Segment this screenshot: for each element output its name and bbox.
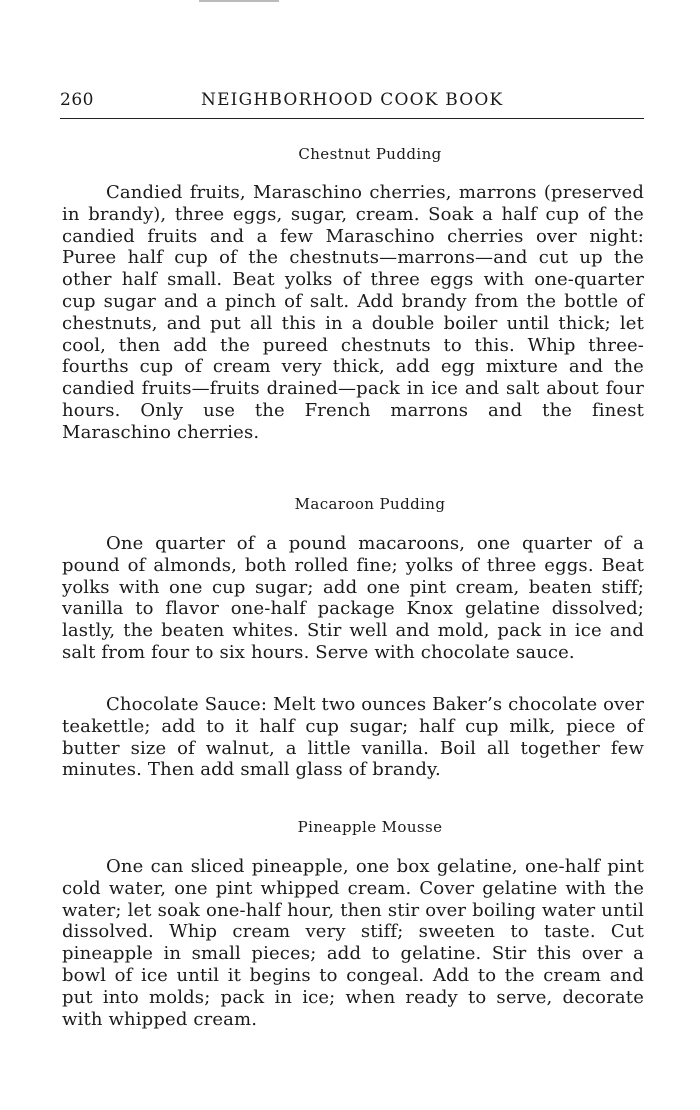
recipe-title: Chestnut Pudding [298, 145, 442, 163]
recipe-title: Pineapple Mousse [297, 818, 443, 836]
recipe-paragraph: Candied fruits, Maraschino cherries, marrons (preserved in brandy), three eggs, sugar, cream. Soak a half cup of the candied fruits and a few Maraschino cherries over night: Puree half cup of the chestnuts—marrons—and cut up the other half small. Beat yolks of three eggs with one-quarter cup sugar and a pinch of salt. Add brandy from the bottle of chestnuts, and put all this in a double boiler until thick; let cool, then add the pureed chestnuts to this. Whip three-fourths cup of cream very thick, add egg mixture and the candied fruits—fruits drained—pack in ice and salt about four hours. Only use the French marrons and the finest Maraschino cherries. [62, 182, 644, 443]
page-number: 260 [60, 90, 94, 110]
recipe-paragraph: One quarter of a pound macaroons, one quarter of a pound of almonds, both rolled fine; yolks of three eggs. Beat yolks with one cup sugar; add one pint cream, beaten stiff; vanilla to flavor one-half package Knox gelatine dissolved; lastly, the beaten whites. Stir well and mold, pack in ice and salt from four to six hours. Serve with chocolate sauce. [62, 533, 644, 663]
page-header [60, 86, 644, 119]
recipe-title: Macaroon Pudding [294, 495, 446, 513]
page-edge-rule [199, 0, 279, 2]
running-head: NEIGHBORHOOD COOK BOOK [201, 90, 504, 110]
recipe-paragraph: Chocolate Sauce: Melt two ounces Baker’s chocolate over teakettle; add to it half cup sugar; half cup milk, piece of butter size of walnut, a little vanilla. Boil all together few minutes. Then add small glass of brandy. [62, 694, 644, 781]
recipe-paragraph: One can sliced pineapple, one box gelatine, one-half pint cold water, one pint whipped cream. Cover gelatine with the water; let soak one-half hour, then stir over boiling water until dissolved. Whip cream very stiff; sweeten to taste. Cut pineapple in small pieces; add to gelatine. Stir this over a bowl of ice until it begins to congeal. Add to the cream and put into molds; pack in ice; when ready to serve, decorate with whipped cream. [62, 856, 644, 1030]
